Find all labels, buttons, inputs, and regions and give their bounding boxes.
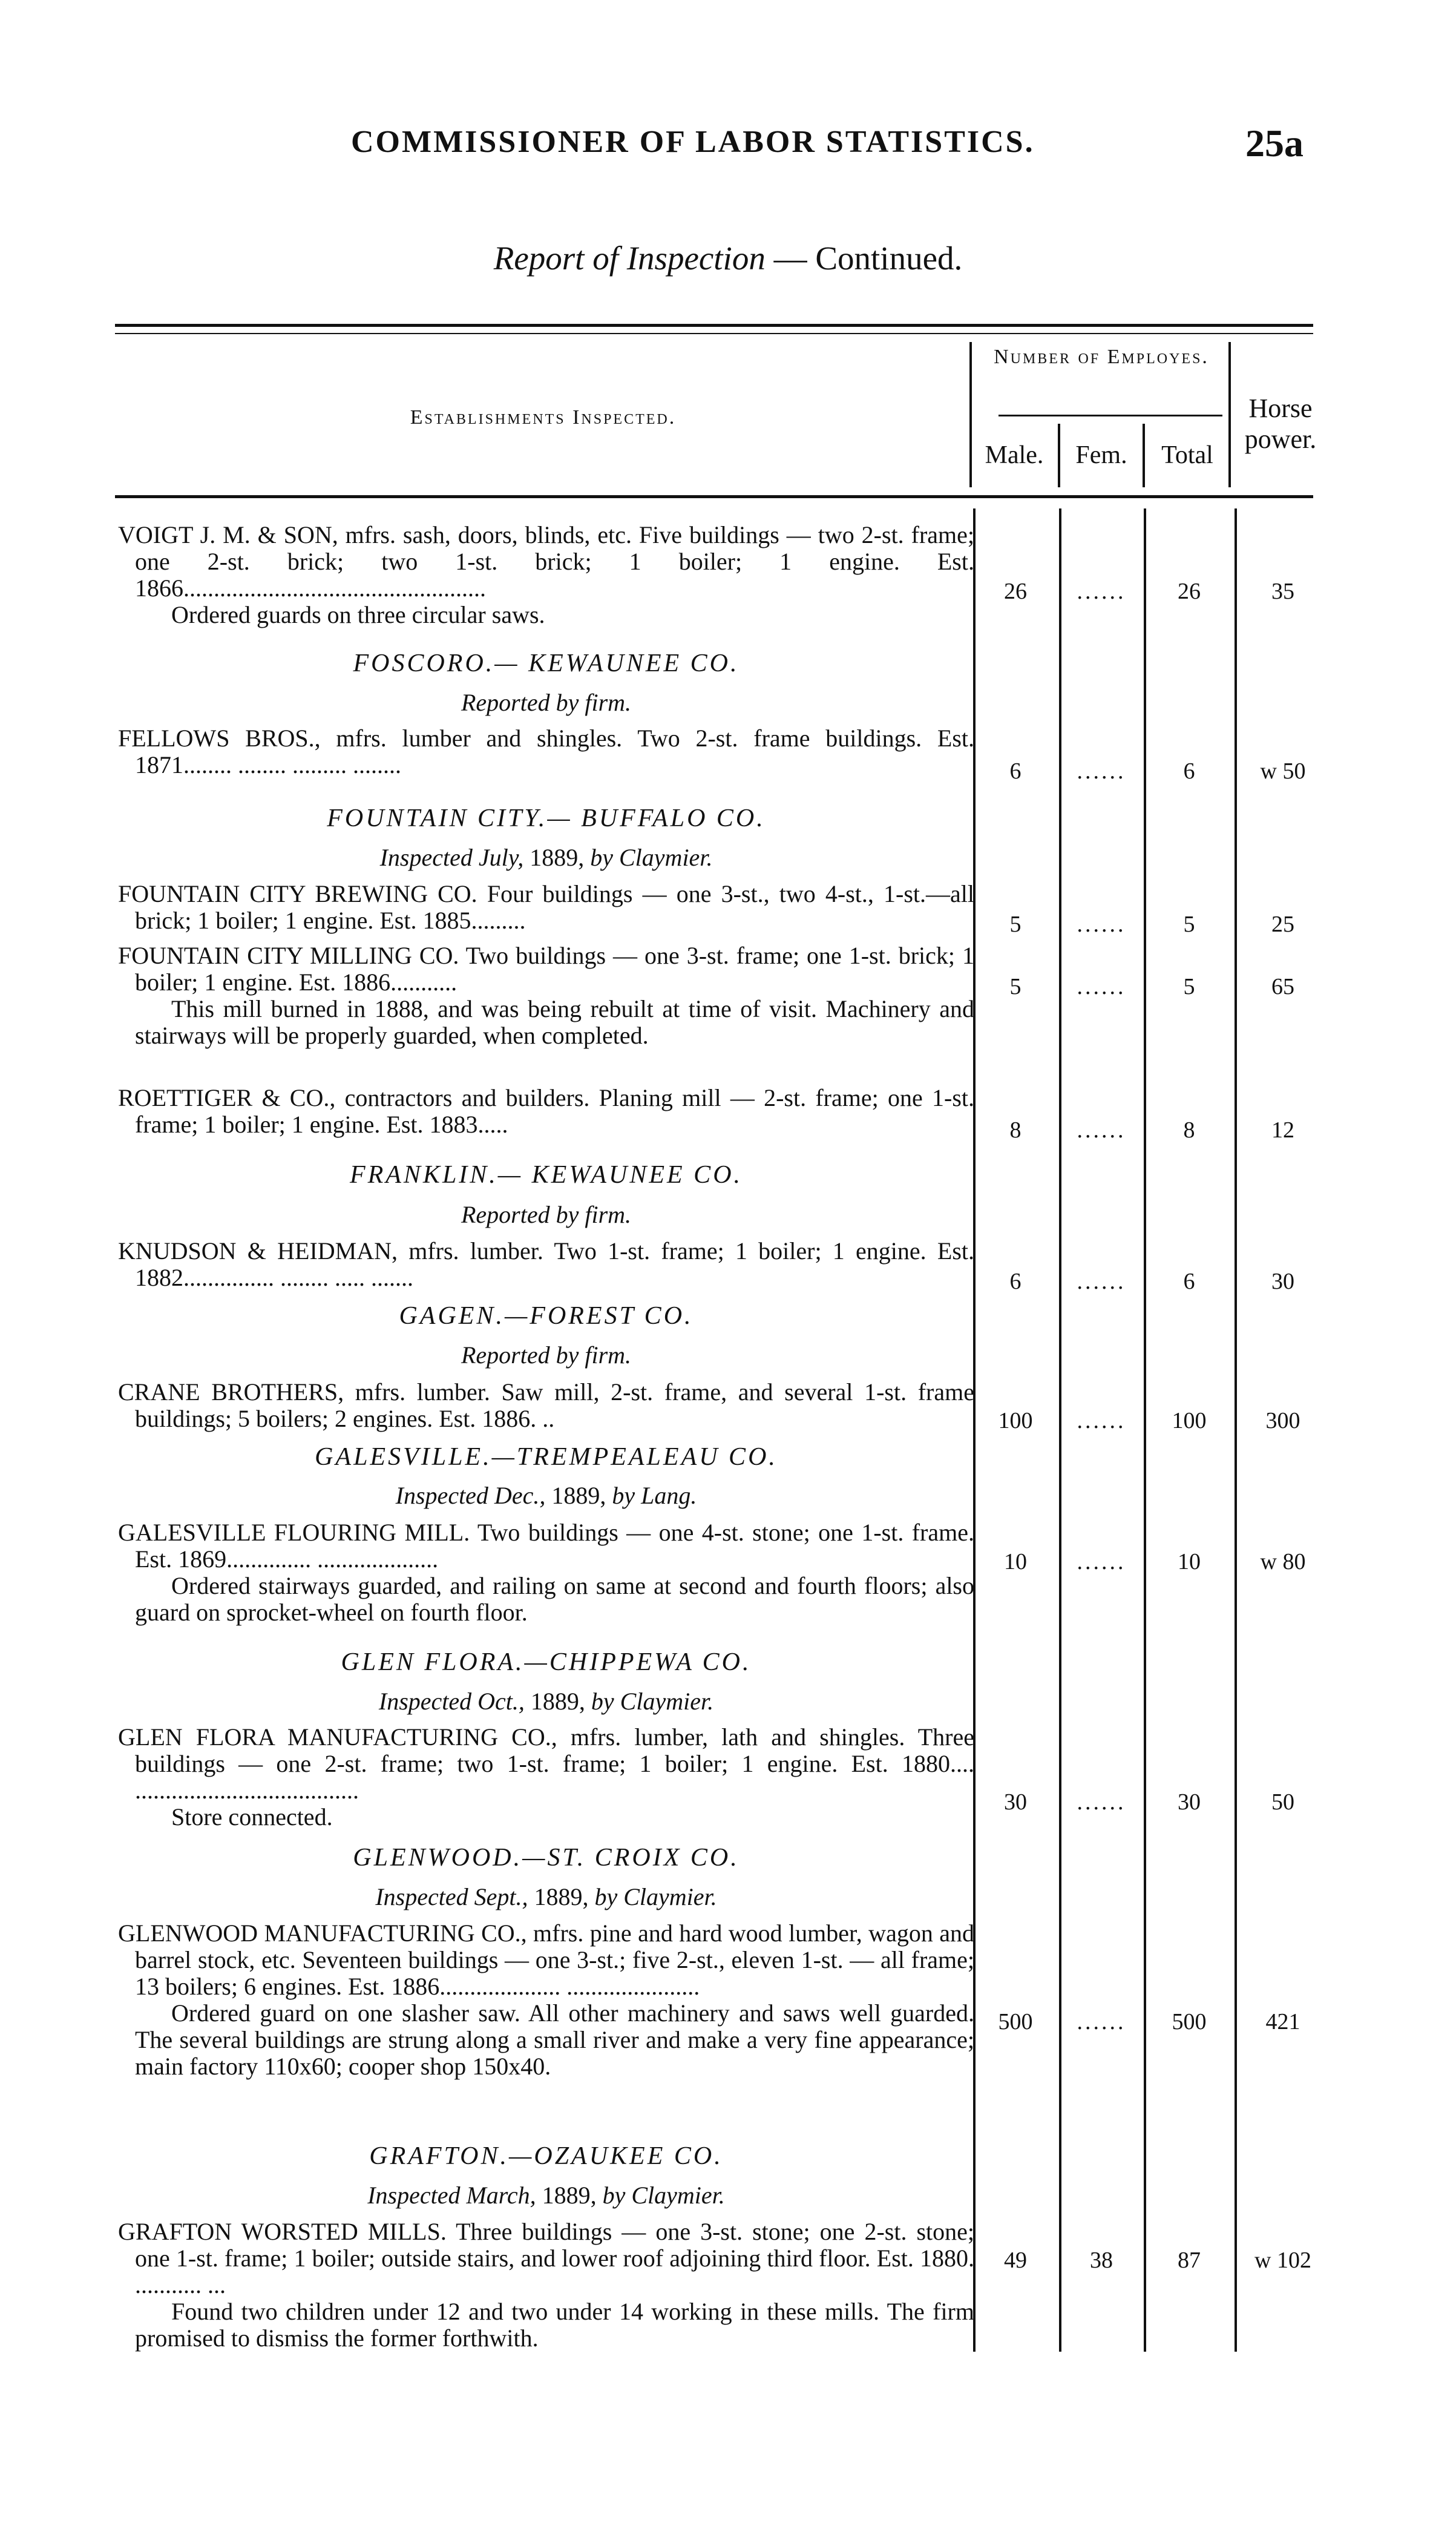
total-count: 6 [1183,758,1195,784]
inspection-italic: Inspected March, [367,2182,536,2209]
inspection-inspector: by Lang. [612,1482,697,1509]
entry-note: Store connected. [171,1803,333,1831]
vline-header-2 [1058,424,1060,487]
vline-body-fem [1059,508,1061,2352]
page-number: 25a [1245,122,1304,165]
entry-fellows [118,725,974,778]
location-heading: GALESVILLE.—TREMPEALEAU CO. [315,1443,778,1471]
entry-text: GRAFTON WORSTED MILLS. Three buildings — one 3-st. stone; one 2-st. stone; one 1-st. frame; 1 boiler; outside stairs, and lower roof adjoining third floor. Est. 1880. ........... ... [118,2218,974,2298]
entry-glenwood-manufacturing [118,1920,974,2080]
male-count: 6 [1009,758,1021,784]
entry-text: GLEN FLORA MANUFACTURING CO., mfrs. lumber, lath and shingles. Three buildings — one 2-st. frame; two 1-st. frame; 1 boiler; 1 engine. Est. 1880.... ..................................... [118,1723,974,1804]
col-header-male: Male. [985,441,1044,469]
entry-text: GLENWOOD MANUFACTURING CO., mfrs. pine and hard wood lumber, wagon and barrel stock, etc. Seventeen buildings — one 3-st.; five 2-st., eleven 1-st. — all frame; 13 boilers; 6 engines. Est. 1886.................... ...................... [118,1919,974,2000]
inspection-italic: Inspected Oct., [378,1688,525,1715]
page-subtitle [0,239,1456,277]
entry-text: FELLOWS BROS., mfrs. lumber and shingles. Two 2-st. frame buildings. Est. 1871........ ........ ......... ........ [118,725,974,778]
fem-count: ...... [1077,758,1126,784]
inspection-note [118,1200,974,1229]
total-count: 30 [1178,1789,1201,1815]
total-count: 6 [1183,1269,1195,1294]
location-heading: GRAFTON.—OZAUKEE CO. [369,2142,723,2170]
location-heading: FOSCORO.— KEWAUNEE CO. [353,650,739,677]
vline-header-1 [969,342,972,487]
subtitle-italic: Report of Inspection [493,240,766,277]
entry-fountain-city-brewing [118,881,974,934]
top-rule-thin [115,333,1313,334]
inspection-year: 1889, [524,1688,591,1715]
subtitle-rest: — Continued. [765,240,963,277]
entry-text: VOIGT J. M. & SON, mfrs. sash, doors, blinds, etc. Five buildings — two 2-st. frame; one 2-st. brick; two 1-st. brick; 1 boiler; 1 engine. Est. 1866.................................................. [118,521,974,602]
col-header-number-of-employes: Number of Employes. [994,346,1209,368]
male-count: 26 [1004,579,1027,604]
location-heading: FRANKLIN.— KEWAUNEE CO. [349,1161,743,1189]
male-count: 500 [998,2009,1033,2034]
fem-count: ...... [1077,579,1126,604]
total-count: 100 [1172,1408,1207,1433]
fem-count: ...... [1077,1408,1126,1433]
inspection-italic: Inspected Sept., [375,1883,528,1910]
male-count: 49 [1004,2248,1027,2273]
entry-roettiger [118,1085,974,1138]
col-header-horse-power: Horse power. [1244,393,1317,454]
entry-glen-flora-manufacturing [118,1724,974,1831]
entry-text: GALESVILLE FLOURING MILL. Two buildings — one 4-st. stone; one 1-st. frame. Est. 1869.............. .................... [118,1519,974,1573]
inspection-note [118,843,974,872]
horse-power: 35 [1271,579,1294,604]
male-count: 8 [1009,1117,1021,1143]
inspection-italic: Reported by firm. [461,1201,632,1228]
inspection-note [118,1883,974,1911]
total-count: 8 [1183,1117,1195,1143]
total-count: 87 [1178,2248,1201,2273]
employes-underline [999,415,1222,416]
entry-text: FOUNTAIN CITY MILLING CO. Two buildings — one 3-st. frame; one 1-st. brick; 1 boiler; 1 engine. Est. 1886........... [118,942,974,996]
vline-header-4 [1228,342,1231,487]
entry-note: Ordered guards on three circular saws. [171,601,545,628]
entry-grafton-worsted-mills [118,2219,974,2352]
inspection-inspector: by Claymier. [590,844,713,871]
vline-body-hp [1235,508,1237,2352]
entry-galesville-flouring [118,1519,974,1626]
entry-text: FOUNTAIN CITY BREWING CO. Four buildings — one 3-st., two 4-st., 1-st.—all brick; 1 boiler; 1 engine. Est. 1885......... [118,880,974,934]
inspection-note [118,2181,974,2209]
male-count: 30 [1004,1789,1027,1815]
inspection-note [118,1687,974,1715]
entry-voigt [118,522,974,628]
entry-note: Ordered guard on one slasher saw. All other machinery and saws well guarded. The several buildings are strung along a small river and make a very fine appearance; main factory 110x60; cooper shop 150x40. [135,1999,974,2080]
horse-power: 30 [1271,1269,1294,1294]
inspection-note [118,1341,974,1369]
fem-count: ...... [1077,974,1126,999]
location-heading: GAGEN.—FOREST CO. [399,1302,694,1330]
horse-power: 25 [1271,912,1294,937]
inspection-inspector: by Claymier. [591,1688,714,1715]
top-rule-thick [115,324,1313,327]
col-header-establishments: Establishments Inspected. [410,406,677,429]
total-count: 5 [1183,912,1195,937]
inspection-year: 1889, [545,1482,612,1509]
inspection-year: 1889, [528,1883,595,1910]
location-heading: GLEN FLORA.—CHIPPEWA CO. [341,1648,752,1676]
horse-power: 50 [1271,1789,1294,1815]
male-count: 10 [1004,1549,1027,1574]
running-header-title: COMMISSIONER OF LABOR STATISTICS. [351,125,1035,159]
col-header-total: Total [1161,441,1213,469]
male-count: 5 [1009,912,1021,937]
horse-power: w 80 [1260,1549,1306,1574]
horse-power: 65 [1271,974,1294,999]
entry-crane-brothers [118,1379,974,1432]
inspection-note [118,1481,974,1510]
entry-text: CRANE BROTHERS, mfrs. lumber. Saw mill, 2-st. frame, and several 1-st. frame buildings; 5 boilers; 2 engines. Est. 1886. .. [118,1378,974,1432]
entry-text: KNUDSON & HEIDMAN, mfrs. lumber. Two 1-st. frame; 1 boiler; 1 engine. Est. 1882............... ........ ..... ....... [118,1237,974,1291]
inspection-italic: Reported by firm. [461,689,632,716]
inspection-year: 1889, [523,844,591,871]
fem-count: ...... [1077,1789,1126,1815]
male-count: 6 [1009,1269,1021,1294]
entry-note: Found two children under 12 and two under 14 working in these mills. The firm promised to dismiss the former forthwith. [135,2298,974,2352]
fem-count: ...... [1077,1117,1126,1143]
fem-count: ...... [1077,2009,1126,2034]
inspection-italic: Inspected Dec., [395,1482,546,1509]
location-heading: GLENWOOD.—ST. CROIX CO. [353,1844,739,1872]
col-header-fem: Fem. [1075,441,1127,469]
fem-count: ...... [1077,1549,1126,1574]
vline-body-total [1144,508,1146,2352]
inspection-note [118,688,974,717]
fem-count: 38 [1090,2248,1113,2273]
horse-power: 12 [1271,1117,1294,1143]
male-count: 100 [998,1408,1033,1433]
total-count: 10 [1178,1549,1201,1574]
total-count: 500 [1172,2009,1207,2034]
vline-header-3 [1143,424,1145,487]
inspection-year: 1889, [536,2182,603,2209]
header-bottom-rule [115,495,1313,498]
inspection-inspector: by Claymier. [594,1883,717,1910]
inspection-italic: Reported by firm. [461,1341,632,1369]
entry-text: ROETTIGER & CO., contractors and builders. Planing mill — 2-st. frame; one 1-st. frame; 1 boiler; 1 engine. Est. 1883..... [118,1084,974,1138]
fem-count: ...... [1077,912,1126,937]
horse-power: w 50 [1260,758,1306,784]
horse-power: w 102 [1254,2248,1311,2273]
inspection-inspector: by Claymier. [602,2182,725,2209]
male-count: 5 [1009,974,1021,999]
entry-knudson-heidman [118,1238,974,1291]
total-count: 5 [1183,974,1195,999]
entry-note: This mill burned in 1888, and was being rebuilt at time of visit. Machinery and stairways will be properly guarded, when completed. [135,995,974,1049]
entry-fountain-city-milling [118,942,974,1049]
horse-power: 300 [1265,1408,1300,1433]
fem-count: ...... [1077,1269,1126,1294]
horse-power: 421 [1265,2009,1300,2034]
total-count: 26 [1178,579,1201,604]
location-heading: FOUNTAIN CITY.— BUFFALO CO. [327,804,766,832]
entry-note: Ordered stairways guarded, and railing on same at second and fourth floors; also guard on sprocket-wheel on fourth floor. [135,1572,974,1626]
inspection-italic: Inspected July, [379,844,524,871]
